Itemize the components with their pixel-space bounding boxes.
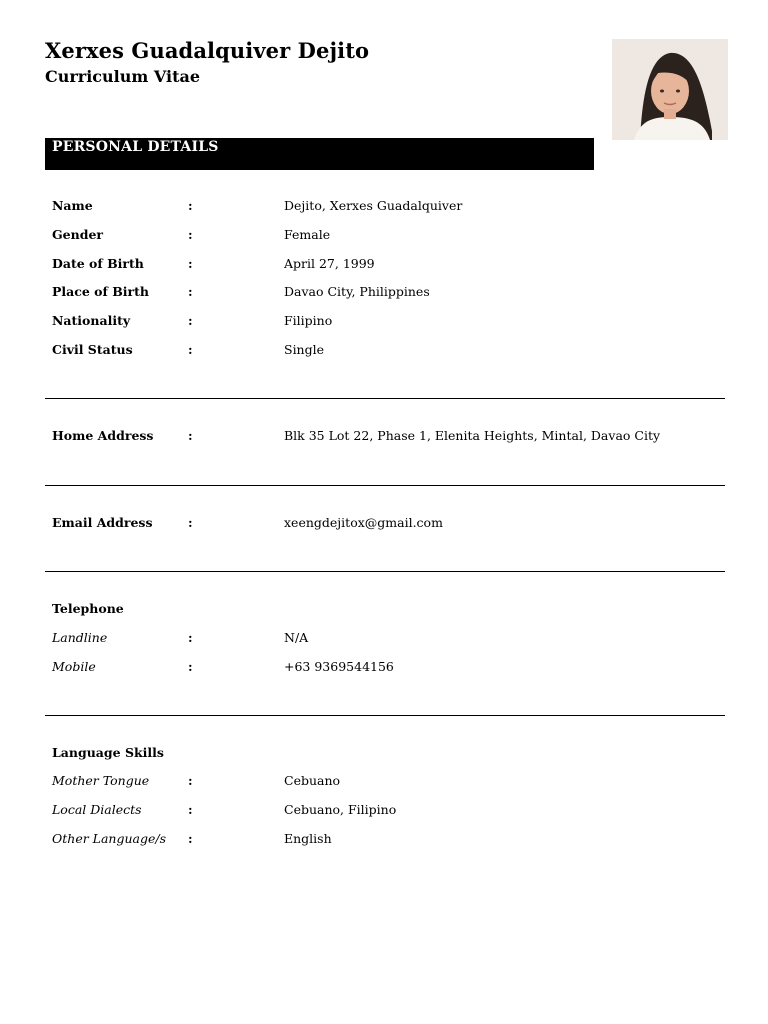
field-label: Other Language/s [52,831,167,846]
cv-name-title: Xerxes Guadalquiver Dejito [45,38,370,63]
field-colon: : [188,342,193,357]
detail-row-home-address [52,427,732,445]
detail-row-gender [52,226,732,244]
detail-row-civil-status [52,341,732,359]
detail-row-local-dialects [52,801,732,819]
field-value: Female [284,227,331,242]
field-colon: : [188,428,193,443]
field-colon: : [188,313,193,328]
field-value: Davao City, Philippines [284,284,430,299]
field-label: Name [52,198,93,213]
field-value: Cebuano, Filipino [284,802,397,817]
field-label: Date of Birth [52,256,144,271]
divider [45,715,725,716]
detail-row-mobile [52,658,732,676]
language-skills-heading: Language Skills [52,745,164,760]
telephone-heading: Telephone [52,601,124,616]
field-colon: : [188,659,193,674]
detail-row-date-of-birth [52,255,732,273]
divider [45,398,725,399]
field-label: Gender [52,227,103,242]
field-colon: : [188,773,193,788]
field-value: Filipino [284,313,333,328]
field-label: Civil Status [52,342,133,357]
detail-row-landline [52,629,732,647]
divider [45,571,725,572]
field-colon: : [188,284,193,299]
field-value: N/A [284,630,309,645]
profile-photo [612,39,728,140]
field-label: Mobile [52,659,96,674]
field-colon: : [188,227,193,242]
field-colon: : [188,198,193,213]
detail-row-nationality [52,312,732,330]
detail-row-name [52,197,732,215]
field-label: Place of Birth [52,284,149,299]
field-colon: : [188,515,193,530]
field-colon: : [188,630,193,645]
detail-row-other-languages [52,830,732,848]
field-value: April 27, 1999 [284,256,375,271]
field-value: Single [284,342,325,357]
field-value: Cebuano [284,773,341,788]
field-value: Dejito, Xerxes Guadalquiver [284,198,463,213]
section-header-personal-details: PERSONAL DETAILS [45,138,594,170]
field-label: Email Address [52,515,153,530]
detail-row-place-of-birth [52,283,732,301]
field-value: +63 9369544156 [284,659,394,674]
detail-row-email [52,514,732,532]
field-colon: : [188,802,193,817]
detail-row-mother-tongue [52,772,732,790]
field-value: xeengdejitox@gmail.com [284,515,443,530]
field-label: Home Address [52,428,154,443]
field-colon: : [188,831,193,846]
field-colon: : [188,256,193,271]
field-label: Nationality [52,313,131,328]
field-label: Landline [52,630,108,645]
field-value: English [284,831,332,846]
field-label: Mother Tongue [52,773,150,788]
field-value: Blk 35 Lot 22, Phase 1, Elenita Heights, Mintal, Davao City [284,428,661,443]
cv-subtitle: Curriculum Vitae [45,67,201,86]
divider [45,485,725,486]
field-label: Local Dialects [52,802,142,817]
